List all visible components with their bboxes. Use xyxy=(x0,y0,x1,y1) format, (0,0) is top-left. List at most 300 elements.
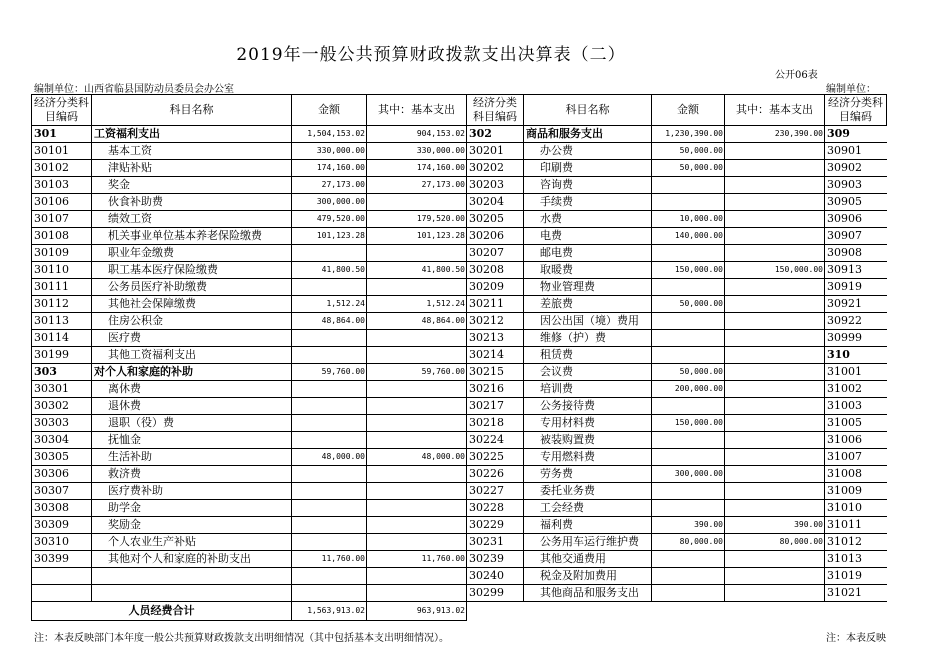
code-cell: 30305 xyxy=(32,449,92,466)
table-row xyxy=(32,500,887,517)
code-cell-3: 31011 xyxy=(825,517,887,534)
basic-amount-cell: 904,153.02 xyxy=(367,126,467,143)
code-cell: 30108 xyxy=(32,228,92,245)
code-cell-2: 30227 xyxy=(467,483,524,500)
code-cell-2: 30225 xyxy=(467,449,524,466)
basic-amount-cell-2 xyxy=(725,568,825,585)
code-cell: 30109 xyxy=(32,245,92,262)
basic-amount-cell xyxy=(367,330,467,347)
code-cell-2: 30205 xyxy=(467,211,524,228)
code-cell-3: 31013 xyxy=(825,551,887,568)
basic-amount-cell-2 xyxy=(725,160,825,177)
table-row xyxy=(32,466,887,483)
basic-amount-cell-2 xyxy=(725,551,825,568)
basic-amount-cell xyxy=(367,415,467,432)
basic-amount-cell-2 xyxy=(725,483,825,500)
item-name-cell-2: 商品和服务支出 xyxy=(524,126,652,143)
amount-cell-2 xyxy=(652,449,725,466)
item-name-cell: 公务员医疗补助缴费 xyxy=(92,279,292,296)
code-cell: 30309 xyxy=(32,517,92,534)
basic-amount-cell xyxy=(367,517,467,534)
amount-cell xyxy=(292,483,367,500)
table-row xyxy=(32,415,887,432)
code-cell-3: 31005 xyxy=(825,415,887,432)
code-cell-2: 30226 xyxy=(467,466,524,483)
item-name-cell-2: 培训费 xyxy=(524,381,652,398)
basic-amount-cell-2 xyxy=(725,449,825,466)
amount-cell-2: 140,000.00 xyxy=(652,228,725,245)
code-cell-3: 31001 xyxy=(825,364,887,381)
item-name-cell-2: 其他交通费用 xyxy=(524,551,652,568)
item-name-cell: 奖金 xyxy=(92,177,292,194)
item-name-cell-2: 手续费 xyxy=(524,194,652,211)
code-cell: 30308 xyxy=(32,500,92,517)
expenditure-table xyxy=(31,94,887,621)
table-row xyxy=(32,347,887,364)
code-cell-3: 30913 xyxy=(825,262,887,279)
item-name-cell: 工资福利支出 xyxy=(92,126,292,143)
amount-cell: 59,760.00 xyxy=(292,364,367,381)
amount-cell-2 xyxy=(652,483,725,500)
code-cell-2: 30213 xyxy=(467,330,524,347)
amount-cell-2: 50,000.00 xyxy=(652,143,725,160)
basic-amount-cell-2 xyxy=(725,415,825,432)
item-name-cell: 抚恤金 xyxy=(92,432,292,449)
code-cell-3: 30908 xyxy=(825,245,887,262)
code-cell: 30102 xyxy=(32,160,92,177)
basic-amount-cell: 48,864.00 xyxy=(367,313,467,330)
code-cell-3: 31003 xyxy=(825,398,887,415)
item-name-cell: 医疗费 xyxy=(92,330,292,347)
amount-cell-2 xyxy=(652,585,725,602)
item-name-cell-2: 会议费 xyxy=(524,364,652,381)
total-row xyxy=(32,602,887,621)
item-name-cell-2: 邮电费 xyxy=(524,245,652,262)
code-cell: 30103 xyxy=(32,177,92,194)
amount-cell xyxy=(292,432,367,449)
amount-cell xyxy=(292,585,367,602)
code-cell-2: 30208 xyxy=(467,262,524,279)
code-cell-2: 30214 xyxy=(467,347,524,364)
table-row xyxy=(32,534,887,551)
item-name-cell-2: 工会经费 xyxy=(524,500,652,517)
code-cell-2: 30207 xyxy=(467,245,524,262)
basic-amount-cell-2 xyxy=(725,347,825,364)
code-cell-3: 30906 xyxy=(825,211,887,228)
item-name-cell-2: 公务用车运行维护费 xyxy=(524,534,652,551)
basic-amount-cell xyxy=(367,466,467,483)
item-name-cell-2: 租赁费 xyxy=(524,347,652,364)
code-cell-3: 30919 xyxy=(825,279,887,296)
basic-amount-cell-2: 390.00 xyxy=(725,517,825,534)
item-name-cell-2: 咨询费 xyxy=(524,177,652,194)
code-cell-2: 30212 xyxy=(467,313,524,330)
code-cell-2: 30231 xyxy=(467,534,524,551)
basic-amount-cell-2 xyxy=(725,279,825,296)
basic-amount-cell xyxy=(367,483,467,500)
code-cell-2: 30218 xyxy=(467,415,524,432)
table-row xyxy=(32,568,887,585)
code-cell-2: 30209 xyxy=(467,279,524,296)
basic-amount-cell xyxy=(367,347,467,364)
code-cell: 30302 xyxy=(32,398,92,415)
basic-amount-cell-2 xyxy=(725,500,825,517)
table-row xyxy=(32,245,887,262)
basic-amount-cell-2: 150,000.00 xyxy=(725,262,825,279)
code-cell-3: 30905 xyxy=(825,194,887,211)
basic-amount-cell: 101,123.28 xyxy=(367,228,467,245)
item-name-cell-2: 委托业务费 xyxy=(524,483,652,500)
amount-cell: 41,800.50 xyxy=(292,262,367,279)
item-name-cell: 退休费 xyxy=(92,398,292,415)
amount-cell: 479,520.00 xyxy=(292,211,367,228)
code-cell xyxy=(32,585,92,602)
code-cell: 30114 xyxy=(32,330,92,347)
basic-amount-cell xyxy=(367,194,467,211)
item-name-cell: 伙食补助费 xyxy=(92,194,292,211)
basic-amount-cell-2 xyxy=(725,466,825,483)
code-cell-3: 309 xyxy=(825,126,887,143)
amount-cell: 48,000.00 xyxy=(292,449,367,466)
code-cell-2: 30217 xyxy=(467,398,524,415)
item-name-cell-2: 水费 xyxy=(524,211,652,228)
header-code-2: 经济分类科目编码 xyxy=(467,95,524,126)
amount-cell-2: 390.00 xyxy=(652,517,725,534)
code-cell-2: 30224 xyxy=(467,432,524,449)
amount-cell xyxy=(292,330,367,347)
code-cell-3: 30903 xyxy=(825,177,887,194)
code-cell-3: 30902 xyxy=(825,160,887,177)
item-name-cell: 救济费 xyxy=(92,466,292,483)
code-cell-3: 31010 xyxy=(825,500,887,517)
header-amount-2: 金额 xyxy=(652,95,725,126)
item-name-cell: 其他工资福利支出 xyxy=(92,347,292,364)
code-cell-3: 30922 xyxy=(825,313,887,330)
item-name-cell-2: 维修（护）费 xyxy=(524,330,652,347)
header-code-3: 经济分类科目编码 xyxy=(825,95,887,126)
amount-cell-2 xyxy=(652,568,725,585)
code-cell: 30306 xyxy=(32,466,92,483)
footnote-right: 注：本表反映 xyxy=(826,633,886,644)
amount-cell xyxy=(292,245,367,262)
reporting-unit-right: 编制单位： xyxy=(826,84,876,95)
amount-cell: 48,864.00 xyxy=(292,313,367,330)
table-row xyxy=(32,262,887,279)
total-basic: 963,913.02 xyxy=(367,602,467,621)
item-name-cell-2: 电费 xyxy=(524,228,652,245)
item-name-cell-2: 办公费 xyxy=(524,143,652,160)
table-row xyxy=(32,517,887,534)
footnote: 注：本表反映部门本年度一般公共预算财政拨款支出明细情况（其中包括基本支出明细情况）。 xyxy=(34,633,449,644)
basic-amount-cell-2 xyxy=(725,585,825,602)
code-cell-2: 30202 xyxy=(467,160,524,177)
code-cell-3: 310 xyxy=(825,347,887,364)
code-cell: 30304 xyxy=(32,432,92,449)
basic-amount-cell: 174,160.00 xyxy=(367,160,467,177)
basic-amount-cell: 48,000.00 xyxy=(367,449,467,466)
basic-amount-cell xyxy=(367,279,467,296)
item-name-cell: 其他社会保障缴费 xyxy=(92,296,292,313)
amount-cell-2 xyxy=(652,500,725,517)
code-cell: 30113 xyxy=(32,313,92,330)
amount-cell: 174,160.00 xyxy=(292,160,367,177)
amount-cell: 11,760.00 xyxy=(292,551,367,568)
table-row xyxy=(32,483,887,500)
code-cell-3: 31006 xyxy=(825,432,887,449)
table-row xyxy=(32,160,887,177)
basic-amount-cell-2 xyxy=(725,296,825,313)
basic-amount-cell: 11,760.00 xyxy=(367,551,467,568)
basic-amount-cell xyxy=(367,398,467,415)
basic-amount-cell: 59,760.00 xyxy=(367,364,467,381)
code-cell: 30301 xyxy=(32,381,92,398)
amount-cell xyxy=(292,500,367,517)
table-row xyxy=(32,364,887,381)
basic-amount-cell-2 xyxy=(725,143,825,160)
item-name-cell: 医疗费补助 xyxy=(92,483,292,500)
item-name-cell-2: 被装购置费 xyxy=(524,432,652,449)
table-row xyxy=(32,194,887,211)
code-cell: 30112 xyxy=(32,296,92,313)
basic-amount-cell-2 xyxy=(725,211,825,228)
amount-cell xyxy=(292,568,367,585)
amount-cell xyxy=(292,534,367,551)
header-name: 科目名称 xyxy=(92,95,292,126)
amount-cell-2: 1,230,390.00 xyxy=(652,126,725,143)
item-name-cell-2: 公务接待费 xyxy=(524,398,652,415)
table-row xyxy=(32,313,887,330)
amount-cell: 1,504,153.02 xyxy=(292,126,367,143)
item-name-cell: 离休费 xyxy=(92,381,292,398)
basic-amount-cell xyxy=(367,585,467,602)
amount-cell: 27,173.00 xyxy=(292,177,367,194)
header-name-2: 科目名称 xyxy=(524,95,652,126)
code-cell: 301 xyxy=(32,126,92,143)
amount-cell-2 xyxy=(652,551,725,568)
item-name-cell: 奖励金 xyxy=(92,517,292,534)
amount-cell xyxy=(292,381,367,398)
table-row xyxy=(32,126,887,143)
basic-amount-cell-2 xyxy=(725,364,825,381)
code-cell-3: 31002 xyxy=(825,381,887,398)
code-cell-2: 30203 xyxy=(467,177,524,194)
basic-amount-cell-2 xyxy=(725,398,825,415)
code-cell-3: 31012 xyxy=(825,534,887,551)
amount-cell-2 xyxy=(652,245,725,262)
basic-amount-cell xyxy=(367,534,467,551)
basic-amount-cell-2 xyxy=(725,177,825,194)
basic-amount-cell-2 xyxy=(725,313,825,330)
basic-amount-cell-2: 80,000.00 xyxy=(725,534,825,551)
item-name-cell-2: 专用材料费 xyxy=(524,415,652,432)
code-cell-3: 31009 xyxy=(825,483,887,500)
amount-cell-2 xyxy=(652,177,725,194)
item-name-cell: 对个人和家庭的补助 xyxy=(92,364,292,381)
basic-amount-cell: 330,000.00 xyxy=(367,143,467,160)
table-row xyxy=(32,228,887,245)
code-cell-3: 30901 xyxy=(825,143,887,160)
amount-cell-2 xyxy=(652,432,725,449)
code-cell-2: 30206 xyxy=(467,228,524,245)
item-name-cell: 绩效工资 xyxy=(92,211,292,228)
item-name-cell: 机关事业单位基本养老保险缴费 xyxy=(92,228,292,245)
code-cell-3: 31019 xyxy=(825,568,887,585)
item-name-cell-2: 劳务费 xyxy=(524,466,652,483)
table-row xyxy=(32,585,887,602)
code-cell: 303 xyxy=(32,364,92,381)
item-name-cell: 住房公积金 xyxy=(92,313,292,330)
total-label: 人员经费合计 xyxy=(32,602,292,621)
table-row xyxy=(32,432,887,449)
basic-amount-cell: 27,173.00 xyxy=(367,177,467,194)
item-name-cell-2: 物业管理费 xyxy=(524,279,652,296)
amount-cell-2: 80,000.00 xyxy=(652,534,725,551)
item-name-cell xyxy=(92,585,292,602)
code-cell-2: 30228 xyxy=(467,500,524,517)
amount-cell-2: 50,000.00 xyxy=(652,296,725,313)
code-cell: 30307 xyxy=(32,483,92,500)
basic-amount-cell xyxy=(367,432,467,449)
code-cell-2: 30229 xyxy=(467,517,524,534)
code-cell-2: 30239 xyxy=(467,551,524,568)
code-cell-3: 30999 xyxy=(825,330,887,347)
basic-amount-cell-2 xyxy=(725,330,825,347)
code-cell-2: 30215 xyxy=(467,364,524,381)
code-cell-3: 31007 xyxy=(825,449,887,466)
code-cell-3: 31021 xyxy=(825,585,887,602)
amount-cell-2 xyxy=(652,279,725,296)
code-cell: 30106 xyxy=(32,194,92,211)
total-amount: 1,563,913.02 xyxy=(292,602,367,621)
amount-cell-2: 200,000.00 xyxy=(652,381,725,398)
amount-cell-2 xyxy=(652,313,725,330)
basic-amount-cell-2 xyxy=(725,381,825,398)
code-cell-2: 30201 xyxy=(467,143,524,160)
table-row xyxy=(32,551,887,568)
item-name-cell-2: 专用燃料费 xyxy=(524,449,652,466)
code-cell-2: 30240 xyxy=(467,568,524,585)
code-cell: 30399 xyxy=(32,551,92,568)
amount-cell xyxy=(292,279,367,296)
header-basic: 其中：基本支出 xyxy=(367,95,467,126)
amount-cell-2 xyxy=(652,330,725,347)
table-row xyxy=(32,398,887,415)
code-cell-2: 30211 xyxy=(467,296,524,313)
table-row xyxy=(32,296,887,313)
item-name-cell: 退职（役）费 xyxy=(92,415,292,432)
code-cell: 30199 xyxy=(32,347,92,364)
amount-cell xyxy=(292,347,367,364)
code-cell-3: 30921 xyxy=(825,296,887,313)
code-cell: 30110 xyxy=(32,262,92,279)
table-code: 公开06表 xyxy=(775,70,818,81)
table-row xyxy=(32,143,887,160)
item-name-cell-2: 印刷费 xyxy=(524,160,652,177)
amount-cell xyxy=(292,398,367,415)
amount-cell-2 xyxy=(652,398,725,415)
basic-amount-cell xyxy=(367,568,467,585)
amount-cell-2: 150,000.00 xyxy=(652,262,725,279)
code-cell: 30101 xyxy=(32,143,92,160)
item-name-cell-2: 其他商品和服务支出 xyxy=(524,585,652,602)
table-row xyxy=(32,211,887,228)
amount-cell-2: 300,000.00 xyxy=(652,466,725,483)
table-row xyxy=(32,279,887,296)
item-name-cell-2: 福利费 xyxy=(524,517,652,534)
basic-amount-cell-2 xyxy=(725,432,825,449)
basic-amount-cell-2 xyxy=(725,245,825,262)
amount-cell: 1,512.24 xyxy=(292,296,367,313)
amount-cell: 300,000.00 xyxy=(292,194,367,211)
amount-cell-2: 50,000.00 xyxy=(652,160,725,177)
code-cell-2: 30216 xyxy=(467,381,524,398)
header-basic-2: 其中：基本支出 xyxy=(725,95,825,126)
code-cell-3: 30907 xyxy=(825,228,887,245)
basic-amount-cell: 41,800.50 xyxy=(367,262,467,279)
amount-cell-2: 50,000.00 xyxy=(652,364,725,381)
basic-amount-cell xyxy=(367,500,467,517)
item-name-cell-2: 税金及附加费用 xyxy=(524,568,652,585)
amount-cell-2: 150,000.00 xyxy=(652,415,725,432)
item-name-cell-2: 取暖费 xyxy=(524,262,652,279)
basic-amount-cell xyxy=(367,381,467,398)
code-cell xyxy=(32,568,92,585)
table-body xyxy=(32,126,887,621)
item-name-cell: 个人农业生产补贴 xyxy=(92,534,292,551)
code-cell-2: 30299 xyxy=(467,585,524,602)
header-code: 经济分类科目编码 xyxy=(32,95,92,126)
code-cell: 30111 xyxy=(32,279,92,296)
reporting-unit: 编制单位：山西省临县国防动员委员会办公室 xyxy=(34,84,234,95)
basic-amount-cell: 1,512.24 xyxy=(367,296,467,313)
item-name-cell-2: 因公出国（境）费用 xyxy=(524,313,652,330)
code-cell-3: 31008 xyxy=(825,466,887,483)
basic-amount-cell-2: 230,390.00 xyxy=(725,126,825,143)
basic-amount-cell-2 xyxy=(725,228,825,245)
item-name-cell: 职工基本医疗保险缴费 xyxy=(92,262,292,279)
amount-cell-2 xyxy=(652,194,725,211)
item-name-cell: 津贴补贴 xyxy=(92,160,292,177)
header-row xyxy=(32,95,887,126)
amount-cell xyxy=(292,415,367,432)
item-name-cell xyxy=(92,568,292,585)
item-name-cell: 其他对个人和家庭的补助支出 xyxy=(92,551,292,568)
item-name-cell: 基本工资 xyxy=(92,143,292,160)
basic-amount-cell: 179,520.00 xyxy=(367,211,467,228)
table-row xyxy=(32,449,887,466)
amount-cell: 330,000.00 xyxy=(292,143,367,160)
amount-cell-2 xyxy=(652,347,725,364)
table-row xyxy=(32,381,887,398)
table-row xyxy=(32,177,887,194)
code-cell: 30107 xyxy=(32,211,92,228)
amount-cell: 101,123.28 xyxy=(292,228,367,245)
code-cell-2: 302 xyxy=(467,126,524,143)
amount-cell-2: 10,000.00 xyxy=(652,211,725,228)
page-title: 2019年一般公共预算财政拨款支出决算表（二） xyxy=(236,45,626,65)
table-row xyxy=(32,330,887,347)
item-name-cell: 生活补助 xyxy=(92,449,292,466)
header-amount: 金额 xyxy=(292,95,367,126)
code-cell: 30303 xyxy=(32,415,92,432)
code-cell: 30310 xyxy=(32,534,92,551)
basic-amount-cell xyxy=(367,245,467,262)
amount-cell xyxy=(292,517,367,534)
item-name-cell-2: 差旅费 xyxy=(524,296,652,313)
item-name-cell: 助学金 xyxy=(92,500,292,517)
amount-cell xyxy=(292,466,367,483)
basic-amount-cell-2 xyxy=(725,194,825,211)
